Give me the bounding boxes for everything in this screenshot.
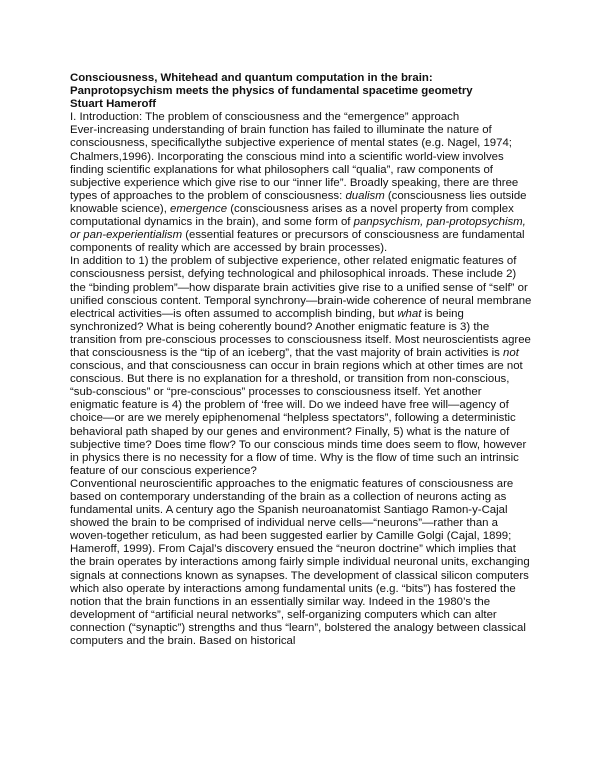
paragraph-2-text: conscious, and that consciousness can occur in brain regions which at other times are not conscious. But there is no explanation for a threshold, or transition from non-conscious, “sub-conscious” or “pre-conscious” processes to consciousness itself. Yet another enigmatic feature is 4) the problem of ‘free will. Do we indeed have free will—agency of choice—or are we merely epiphenomenal “helpless spectators”, following a deterministic behavioral path shaped by our genes and environment? Finally, 5) what is the nature of subjective time? Does time flow? To our conscious minds time does seem to flow, however in physics there is no necessity for a flow of time. Why is the flow of time such an intrinsic feature of our conscious experience? <box>70 360 527 477</box>
paragraph-2-emphasis: what <box>397 307 422 320</box>
paragraph-1 <box>70 124 532 255</box>
paragraph-2 <box>70 255 532 478</box>
paragraph-2-text: In addition to 1) the problem of subjective experience, other related enigmatic features of consciousness persist, defying technological and philosophical inroads. These include 2) the “binding problem”—how disparate brain activities give rise to a unified sense of “self” or unified conscious content. Temporal synchrony—brain-wide coherence of neural membrane electrical activities—is often assumed to accomplish binding, but <box>70 255 532 320</box>
section-heading: I. Introduction: The problem of consciousness and the “emergence” approach <box>70 111 460 124</box>
paragraph-3-text: Conventional neuroscientific approaches to the enigmatic features of consciousness are based on contemporary understanding of the brain as a collection of neurons acting as fundamental units. A century ago the Spanish neuroanatomist Santiago Ramon-y-Cajal showed the brain to be comprised of individual nerve cells—“neurons”—rather than a woven-together reticulum, as had been suggested earlier by Camille Golgi (Cajal, 1899; Hameroff, 1999). From Cajal’s discovery ensued the “neuron doctrine” which implies that the brain operates by interactions among fairly simple individual neuronal units, exchanging signals at connections known as synapses. The development of classical silicon computers which also operate by interactions among fundamental units (e.g. “bits”) has fostered the notion that the brain functions in an essentially similar way. Indeed in the 1980’s the development of “artificial neural networks”, self-organizing computers which can alter connection (“synaptic”) strengths and thus “learn”, bolstered the analogy between classical computers and the brain. Based on historical <box>70 477 530 648</box>
paragraph-1-emphasis: emergence <box>170 202 228 215</box>
paper-author: Stuart Hameroff <box>70 98 157 111</box>
paragraph-1-text: Ever-increasing understanding of brain function has failed to illuminate the nature of consciousness, specificallythe subjective experience of mental states (e.g. Nagel, 1974; Chalmers,1996). Incorporating the conscious mind into a scientific world-view involves finding scientific explanations for what philosophers call “qualia”, raw components of subjective experience which give rise to our “inner life”. Broadly speaking, there are three types of approaches to the problem of consciousness: <box>70 124 519 202</box>
paragraph-2-text: is being synchronized? What is being coherently bound? Another enigmatic feature is 3) the transition from pre-conscious processes to consciousness itself. Most neuroscientists agree that consciousness is the “tip of an iceberg”, that the vast majority of brain activities is <box>70 307 531 359</box>
paper-title-line-1: Consciousness, Whitehead and quantum computation in the brain: <box>70 72 433 84</box>
paragraph-1-text: (consciousness lies outside knowable science), <box>70 189 527 215</box>
paragraph-1-emphasis: panpsychism, pan-protopsychism, or pan-experientialism <box>70 216 526 242</box>
paragraph-1-text: (consciousness arises as a novel property from complex computational dynamics in the brain), and some form of <box>70 202 514 229</box>
paragraph-1-text: (essential features or precursors of consciousness are fundamental components of reality which are accessed by brain processes). <box>70 229 525 255</box>
document-page <box>70 72 532 648</box>
paragraph-2-emphasis: not <box>503 346 519 359</box>
paragraph-1-emphasis: dualism <box>345 189 385 202</box>
paragraph-3 <box>70 478 532 648</box>
title-block <box>70 72 532 111</box>
paper-title-line-2: Panprotopsychism meets the physics of fundamental spacetime geometry <box>70 85 473 98</box>
